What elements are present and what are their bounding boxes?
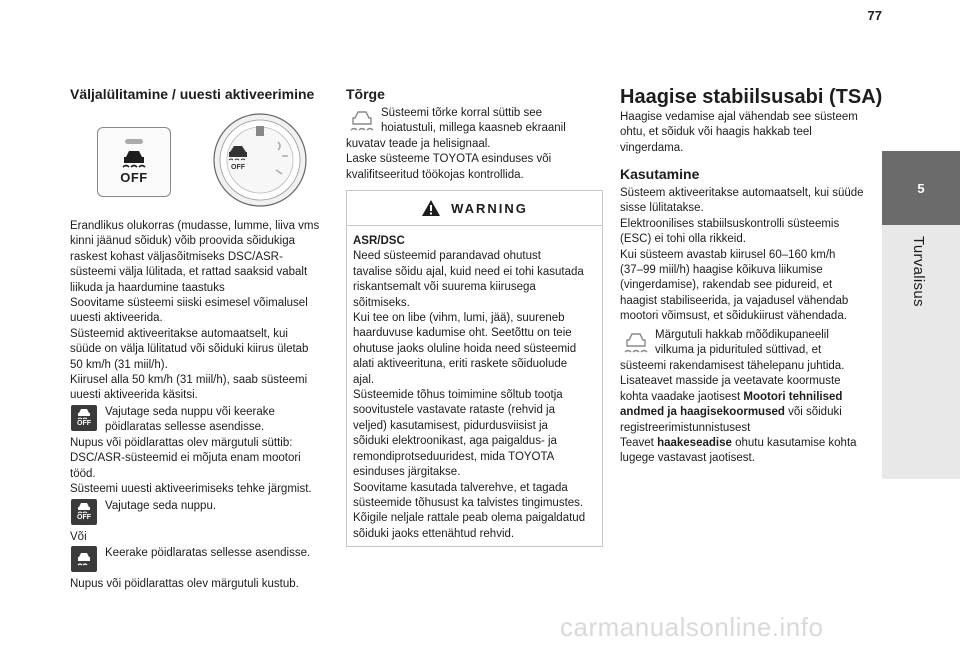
chapter-tab[interactable] xyxy=(882,151,960,225)
watermark: carmanualsonline.info xyxy=(560,612,824,642)
text-line: Vajutage seda nuppu või keerake xyxy=(105,406,275,418)
status-paragraph xyxy=(70,436,335,498)
text-line: registreerimistunnistusest xyxy=(620,421,751,434)
text-line: süüde on välja lülitatud või sõiduki kiirus ületab xyxy=(70,343,309,356)
text-span: Teavet xyxy=(620,437,658,450)
text-line: alati aktiveerituna, eriti raskete sõiduolude xyxy=(353,358,568,371)
icon-off-text: OFF xyxy=(77,420,91,427)
warning-title: WARNING xyxy=(451,200,528,216)
icon-off-text: OFF xyxy=(77,514,91,521)
text-line xyxy=(620,405,878,420)
text-line: süsteemi rakendamisest tähelepanu juhtida. xyxy=(620,360,845,372)
text-line: Süsteemi tõrke korral süttib see xyxy=(381,107,543,119)
text-line: süsteemide tõhusust ka talvistes tingimustes. xyxy=(353,496,584,509)
tsa-more-info xyxy=(620,359,878,467)
text-line: hoiatustuli, millega kaasneb ekraanil xyxy=(381,122,566,135)
warning-triangle-icon xyxy=(421,199,441,217)
subheading-usage: Kasutamine xyxy=(620,166,700,182)
text-line: sõitmiseks. xyxy=(353,296,410,309)
text-line: ohutuse jaoks oluline hoida need süsteemid xyxy=(353,342,577,355)
text-line: pöidlaratas sellesse asendisse. xyxy=(105,421,265,434)
text-line: sõiduki elektroonikast, aga paigaldus- ja xyxy=(353,435,557,448)
text-line: soovitustele vastavate rataste (rehvid ja xyxy=(353,404,555,417)
text-line: tööd. xyxy=(70,467,96,480)
dsc-off-button-illustration xyxy=(97,127,171,197)
text-line: kuvatav teade ja helisignaal. xyxy=(346,138,491,150)
text-line xyxy=(620,436,878,451)
text-line: raskest kohast väljasõitmiseks DSC/ASR- xyxy=(70,250,283,263)
text-line: riskantsemalt või suurema kiirusega xyxy=(353,281,536,294)
text-line: uuesti aktiveerida käsitsi. xyxy=(70,389,198,402)
fault-warning-car-icon xyxy=(347,108,377,136)
text-line: sõiduki jaoks ettenähtud rehvid. xyxy=(353,527,515,540)
text-line: vilkuma ja pidurituled süttivad, et xyxy=(655,344,822,357)
text-line: Süsteem aktiveeritakse automaatselt, kui süüde xyxy=(620,187,864,199)
link-engine-specs: Mootori tehnilised xyxy=(743,390,843,403)
reactivation-paragraph: Nupus või pöidlarattas olev märgutuli kustub. xyxy=(70,578,299,590)
skidding-car-icon xyxy=(71,546,97,572)
text-line: Kui süsteem avastab kiirusel 60–160 km/h xyxy=(620,248,836,261)
page-number: 77 xyxy=(867,8,882,23)
text-line: Haagise vedamise ajal vähendab see süsteem xyxy=(620,111,858,123)
text-line: mootori võimsust, et sõidukiirust vähendada. xyxy=(620,310,847,323)
tsa-icon-text xyxy=(655,328,880,359)
warning-body xyxy=(347,226,602,542)
usage-paragraph xyxy=(620,186,878,325)
text-line: 50 km/h (31 miil/h). xyxy=(70,358,168,371)
tsa-intro xyxy=(620,110,875,156)
text-line: Süsteemi uuesti aktiveerimiseks tehke järgmist. xyxy=(70,483,312,496)
knob-off-label: OFF xyxy=(231,164,245,171)
text-line: ajal. xyxy=(353,373,375,386)
button-off-label: OFF xyxy=(120,170,148,185)
text-line: Kui tee on libe (vihm, lumi, jää), suureneb xyxy=(353,312,565,325)
or-text: Või xyxy=(70,531,87,543)
text-line: liikuda ja haardumine taastuks xyxy=(70,281,225,294)
tsa-warning-car-icon xyxy=(621,330,651,358)
text-line: Laske süsteeme TOYOTA esinduses või xyxy=(346,153,552,166)
text-line: Märgutuli hakkab mõõdikupaneelil xyxy=(655,329,829,341)
text-line: (ESC) ei tohi olla rikkeid. xyxy=(620,233,746,246)
text-line: Lisateavet masside ja veetavate koormuste xyxy=(620,375,841,388)
text-line: ohtu, et sõiduk või haagis hakkab teel xyxy=(620,126,812,139)
warning-box xyxy=(346,190,603,547)
text-line: Elektroonilises stabiilsuskontrolli süsteemis xyxy=(620,217,840,230)
text-line: tavalise sõidu ajal, kuid need ei tohi kasutada xyxy=(353,265,584,278)
skidding-car-icon xyxy=(119,148,149,170)
text-line: Erandlikus olukorras (mudasse, lumme, liiva vms xyxy=(70,220,320,232)
intro-paragraph xyxy=(70,219,335,404)
fault-paragraph xyxy=(346,137,601,183)
text-line: veljed) kasutamisest, pidurdusviisist ja xyxy=(353,419,548,432)
text-line: haarduvuse kadumise oht. Seetõttu on teie xyxy=(353,327,572,340)
dsc-off-icon xyxy=(71,499,97,525)
text-line: vingerdama. xyxy=(620,141,684,154)
chapter-label: Turvalisus xyxy=(910,236,927,307)
text-line: kvalifitseeritud töökojas kontrollida. xyxy=(346,168,524,181)
text-span: kohta vaadake jaotisest xyxy=(620,390,741,403)
text-line: (vingerdamise), rakendab see pidureid, et xyxy=(620,279,833,292)
text-line: Soovitame süsteemi siiski esimesel võimalusel xyxy=(70,297,308,310)
text-line: Kõigile neljale rattale peab olema paigaldatud xyxy=(353,512,586,525)
chapter-number: 5 xyxy=(917,180,925,196)
text-line: Need süsteemid parandavad ohutust xyxy=(353,250,541,263)
text-line: remondiprotseduuridest, mida TOYOTA xyxy=(353,450,555,463)
text-line: DSC/ASR-süsteemid ei mõjuta enam mootori xyxy=(70,452,301,465)
text-line: sisse lülitatakse. xyxy=(620,202,704,215)
section-heading-tsa: Haagise stabiilsusabi (TSA) xyxy=(620,86,883,108)
warning-header xyxy=(347,191,602,226)
text-line: Süsteemid aktiveeritakse automaatselt, kui xyxy=(70,327,288,340)
text-line: esinduses järgitakse. xyxy=(353,466,461,479)
text-line xyxy=(620,390,878,405)
text-line: haagist stabiliseerida, ja vajadusel vähendab xyxy=(620,294,849,307)
icon-instruction-1 xyxy=(105,405,335,436)
link-towing-device: haakeseadise xyxy=(657,437,732,450)
warning-subtitle: ASR/DSC xyxy=(353,235,405,247)
button-led xyxy=(125,139,143,144)
text-line: Soovitame kasutada talverehve, et tagada xyxy=(353,481,568,494)
section-heading-fault: Tõrge xyxy=(346,86,385,102)
text-line: süsteemi välja lülitada, et rattad saaksid vabalt xyxy=(70,266,308,279)
text-span: või sõiduki xyxy=(784,406,842,419)
icon-instruction-3: Keerake pöidlaratas sellesse asendisse. xyxy=(105,547,311,559)
text-line: (37–99 miil/h) haagise kõikuva liikumise xyxy=(620,264,823,277)
text-line: lugege vastavast jaotisest. xyxy=(620,452,755,465)
thumbwheel-knob-illustration xyxy=(212,112,308,208)
fault-icon-text xyxy=(381,106,601,137)
text-span: ohutu kasutamise kohta xyxy=(731,437,857,450)
dsc-off-icon xyxy=(71,405,97,431)
text-line: Süsteemide tõhus toimimine sõltub tootja xyxy=(353,389,563,402)
text-line: Kiirusel alla 50 km/h (31 miil/h), saab süsteemi xyxy=(70,374,308,387)
section-heading-deactivation: Väljalülitamine / uuesti aktiveerimine xyxy=(70,86,315,102)
icon-instruction-2: Vajutage seda nuppu. xyxy=(105,500,217,512)
link-trailer-loads: andmed ja haagisekoormused xyxy=(620,406,785,419)
text-line: Nupus või pöidlarattas olev märgutuli süttib: xyxy=(70,437,293,449)
text-line: kinni jäänud sõiduk) võib proovida sõidukiga xyxy=(70,235,296,248)
text-line: uuesti aktiveerida. xyxy=(70,312,163,325)
